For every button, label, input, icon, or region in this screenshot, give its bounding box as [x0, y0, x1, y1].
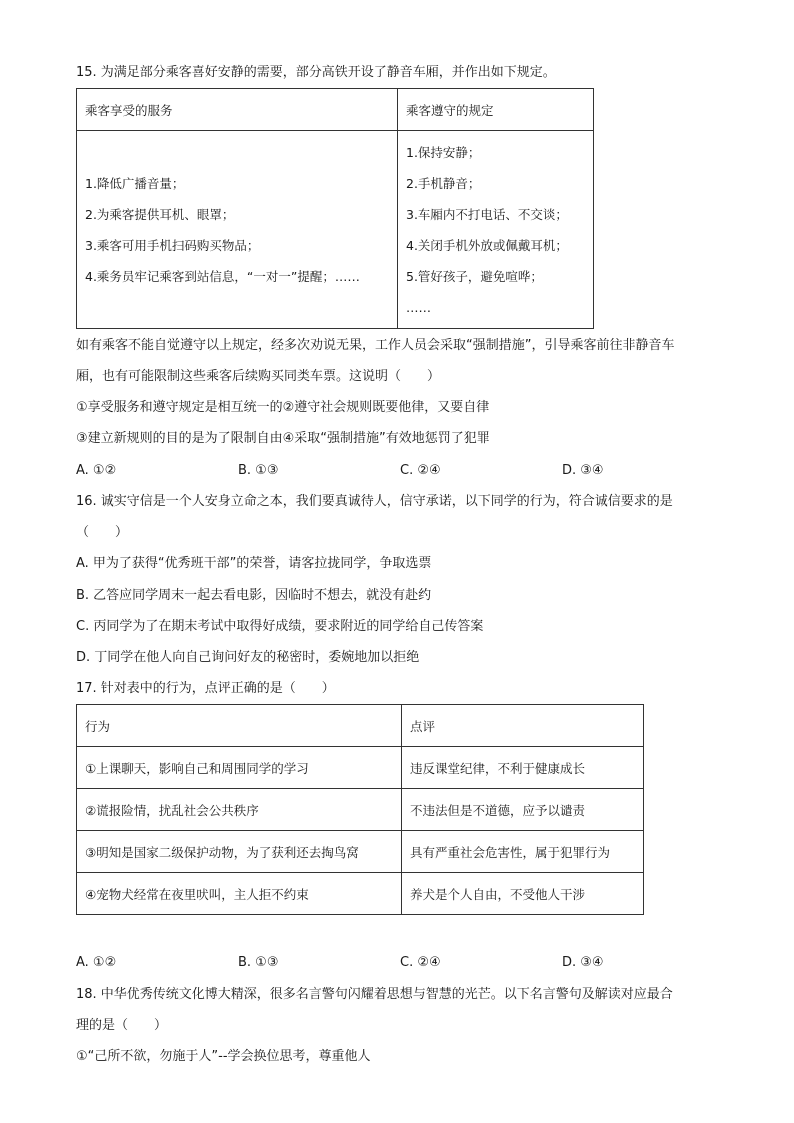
q17-comment-cell: 不违法但是不道德，应予以谴责: [402, 789, 644, 831]
q15-rule-item: 4.关闭手机外放或佩戴耳机；: [406, 237, 568, 253]
table-row: [77, 747, 644, 789]
q15-rules-cell: [398, 131, 594, 329]
q15-text-line2: 厢，也有可能限制这些乘客后续购买同类车票。这说明（ ）: [76, 369, 441, 384]
q17-behavior-cell: ②谎报险情，扰乱社会公共秩序: [77, 789, 402, 831]
q17-option-d[interactable]: D. ③④: [562, 955, 604, 970]
q17-comment-cell: 具有严重社会危害性，属于犯罪行为: [402, 831, 644, 873]
q15-statement-line1: ①享受服务和遵守规定是相互统一的②遵守社会规则既要他律，又要自律: [76, 400, 490, 415]
q15-service-item: 2.为乘客提供耳机、眼罩；: [85, 206, 235, 222]
q17-option-a[interactable]: A. ①②: [76, 955, 117, 970]
q15-header-services: 乘客享受的服务: [77, 89, 398, 131]
q15-table: [76, 88, 594, 329]
q17-table: [76, 704, 644, 915]
q15-rule-item: 5.管好孩子，避免喧哗；: [406, 268, 543, 284]
q15-text-line1: 如有乘客不能自觉遵守以上规定，经多次劝说无果，工作人员会采取“强制措施”，引导乘客前往非静音车: [76, 338, 675, 353]
q15-option-a[interactable]: A. ①②: [76, 463, 117, 478]
q17-comment-cell: 违反课堂纪律，不利于健康成长: [402, 747, 644, 789]
table-row: [77, 831, 644, 873]
q15-rule-item: ……: [406, 299, 431, 315]
q17-behavior-cell: ③明知是国家二级保护动物，为了获利还去掏鸟窝: [77, 831, 402, 873]
q16-option-d[interactable]: D. 丁同学在他人向自己询问好友的秘密时，委婉地加以拒绝: [76, 650, 420, 665]
q15-option-c[interactable]: C. ②④: [400, 463, 441, 478]
q15-service-item: 3.乘客可用手机扫码购买物品；: [85, 237, 260, 253]
q15-rule-item: 2.手机静音；: [406, 175, 481, 191]
q16-stem-line1: 16. 诚实守信是一个人安身立命之本，我们要真诚待人，信守承诺，以下同学的行为，符合诚信要求的是: [76, 494, 673, 509]
q15-service-item: 4.乘务员牢记乘客到站信息，“一对一”提醒；……: [85, 268, 360, 284]
q15-header-rules: 乘客遵守的规定: [398, 89, 594, 131]
q17-option-b[interactable]: B. ①③: [238, 955, 279, 970]
q15-statement-line2: ③建立新规则的目的是为了限制自由④采取“强制措施”有效地惩罚了犯罪: [76, 431, 490, 446]
q17-header-comment: 点评: [402, 705, 644, 747]
q16-option-c[interactable]: C. 丙同学为了在期末考试中取得好成绩，要求附近的同学给自己传答案: [76, 619, 484, 634]
q17-behavior-cell: ④宠物犬经常在夜里吠叫，主人拒不约束: [77, 873, 402, 915]
q16-option-a[interactable]: A. 甲为了获得“优秀班干部”的荣誉，请客拉拢同学，争取选票: [76, 556, 432, 571]
q17-header-behavior: 行为: [77, 705, 402, 747]
q16-stem-line2: （ ）: [76, 525, 129, 540]
q18-stem-line1: 18. 中华优秀传统文化博大精深，很多名言警句闪耀着思想与智慧的光芒。以下名言警句及解读对应最合: [76, 987, 673, 1002]
q16-option-b[interactable]: B. 乙答应同学周末一起去看电影，因临时不想去，就没有赴约: [76, 588, 432, 603]
q17-option-c[interactable]: C. ②④: [400, 955, 441, 970]
q17-behavior-cell: ①上课聊天，影响自己和周围同学的学习: [77, 747, 402, 789]
q15-option-b[interactable]: B. ①③: [238, 463, 279, 478]
q17-comment-cell: 养犬是个人自由，不受他人干涉: [402, 873, 644, 915]
q18-stem-line2: 理的是（ ）: [76, 1018, 168, 1033]
q15-option-d[interactable]: D. ③④: [562, 463, 604, 478]
q15-stem: 15. 为满足部分乘客喜好安静的需要，部分高铁开设了静音车厢，并作出如下规定。: [76, 65, 556, 80]
q15-service-item: 1.降低广播音量；: [85, 175, 185, 191]
table-row: [77, 789, 644, 831]
q18-item-1: ①“己所不欲，勿施于人”--学会换位思考，尊重他人: [76, 1049, 371, 1064]
q15-rule-item: 3.车厢内不打电话、不交谈；: [406, 206, 568, 222]
q15-services-cell: [77, 131, 398, 329]
q15-rule-item: 1.保持安静；: [406, 144, 481, 160]
q17-stem: 17. 针对表中的行为，点评正确的是（ ）: [76, 681, 335, 696]
table-row: [77, 873, 644, 915]
